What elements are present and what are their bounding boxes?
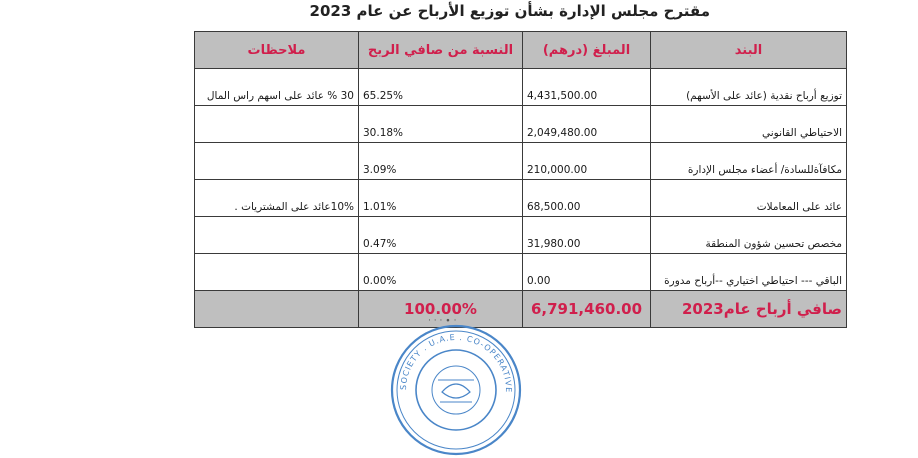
row-notes: 10%عائد على المشتريات . [195, 180, 359, 217]
row-percent: 30.18% [359, 106, 523, 143]
header-percent: النسبة من صافي الربح [359, 32, 523, 69]
total-item: صافي أرباح عام2023 [651, 291, 847, 328]
table-row [195, 254, 847, 291]
header-item: البند [651, 32, 847, 69]
row-item: الباقي --- احتياطي اختياري --أرباح مدورة [651, 254, 847, 291]
table-row [195, 69, 847, 106]
row-percent: 3.09% [359, 143, 523, 180]
row-amount: 31,980.00 [523, 217, 651, 254]
row-notes [195, 106, 359, 143]
handwritten-mark: · · · ∙ · [428, 316, 457, 326]
row-amount: 2,049,480.00 [523, 106, 651, 143]
row-notes: 30 % عائد على اسهم راس المال [195, 69, 359, 106]
row-item: مخصص تحسين شؤون المنطقة [651, 217, 847, 254]
table-row [195, 180, 847, 217]
seal-text: SOCIETY . U.A.E . CO-OPERATIVE [398, 332, 514, 394]
header-amount: المبلغ (درهم) [523, 32, 651, 69]
profit-distribution-table [194, 31, 847, 328]
row-percent: 0.00% [359, 254, 523, 291]
row-amount: 210,000.00 [523, 143, 651, 180]
row-item: الاحتياطي القانوني [651, 106, 847, 143]
header-notes: ملاحظات [195, 32, 359, 69]
row-percent: 65.25% [359, 69, 523, 106]
total-percent: 100.00% [359, 291, 523, 328]
row-amount: 4,431,500.00 [523, 69, 651, 106]
row-percent: 1.01% [359, 180, 523, 217]
table-row [195, 106, 847, 143]
total-notes [195, 291, 359, 328]
total-amount: 6,791,460.00 [523, 291, 651, 328]
row-percent: 0.47% [359, 217, 523, 254]
document-title: مقترح مجلس الإدارة بشأن توزيع الأرباح عن عام 2023 [309, 2, 710, 20]
table-row [195, 143, 847, 180]
official-seal-stamp [388, 322, 524, 458]
row-notes [195, 217, 359, 254]
table-row [195, 217, 847, 254]
row-item: توزيع أرباح نقدية (عائد على الأسهم) [651, 69, 847, 106]
row-notes [195, 254, 359, 291]
table-header-row [195, 32, 847, 69]
row-notes [195, 143, 359, 180]
row-item: مكافآةللسادة/ أعضاء مجلس الإدارة [651, 143, 847, 180]
row-item: عائد على المعاملات [651, 180, 847, 217]
row-amount: 68,500.00 [523, 180, 651, 217]
row-amount: 0.00 [523, 254, 651, 291]
